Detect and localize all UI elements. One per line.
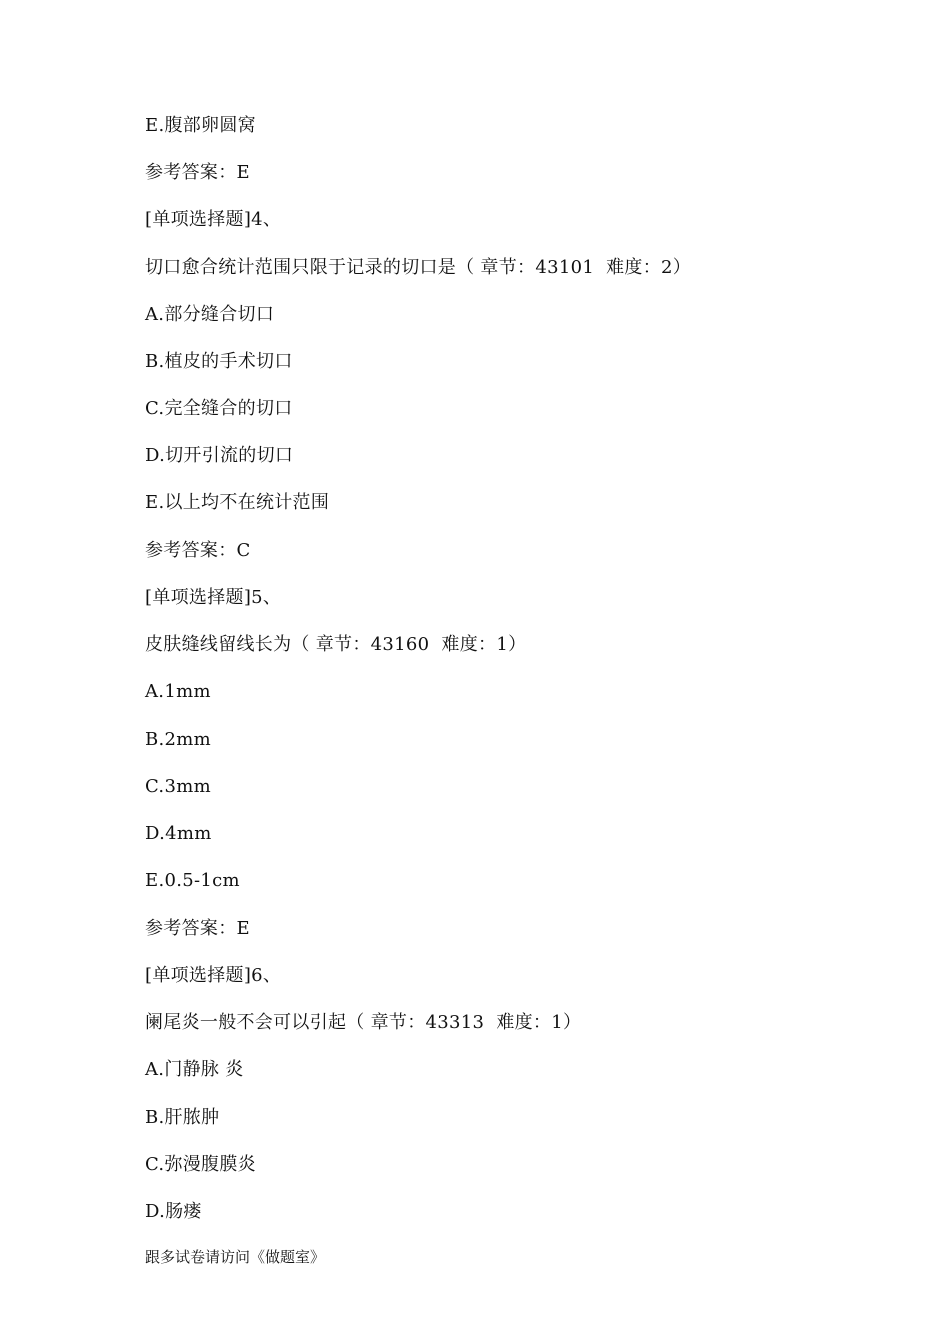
option-e-q3: E.腹部卵圆窝 (145, 115, 256, 136)
option-a-q4: A.部分缝合切口 (145, 304, 275, 325)
option-d-q4: D.切开引流的切口 (145, 445, 294, 466)
question-header-5: [单项选择题]5、 (145, 587, 282, 608)
option-a-q6: A.门静脉 炎 (145, 1059, 244, 1080)
option-d-q6: D.肠瘘 (145, 1201, 202, 1222)
option-e-q4: E.以上均不在统计范围 (145, 492, 330, 513)
question-header-4: [单项选择题]4、 (145, 209, 282, 230)
option-a-q5: A.1mm (145, 681, 211, 702)
question-stem-5: 皮肤缝线留线长为（ 章节：43160 难度：1） (145, 634, 527, 655)
answer-q3: 参考答案：E (145, 162, 250, 183)
question-stem-4: 切口愈合统计范围只限于记录的切口是（ 章节：43101 难度：2） (145, 257, 692, 278)
option-d-q5: D.4mm (145, 823, 212, 844)
option-c-q5: C.3mm (145, 776, 211, 797)
option-b-q4: B.植皮的手术切口 (145, 351, 293, 372)
option-b-q6: B.肝脓肿 (145, 1107, 220, 1128)
question-header-6: [单项选择题]6、 (145, 965, 282, 986)
option-e-q5: E.0.5-1cm (145, 870, 240, 891)
page-footer: 跟多试卷请访问《做题室》 (145, 1248, 326, 1266)
option-c-q4: C.完全缝合的切口 (145, 398, 293, 419)
question-stem-6: 阑尾炎一般不会可以引起（ 章节：43313 难度：1） (145, 1012, 582, 1033)
answer-q5: 参考答案：E (145, 918, 250, 939)
option-b-q5: B.2mm (145, 729, 212, 750)
option-c-q6: C.弥漫腹膜炎 (145, 1154, 256, 1175)
answer-q4: 参考答案：C (145, 540, 251, 561)
